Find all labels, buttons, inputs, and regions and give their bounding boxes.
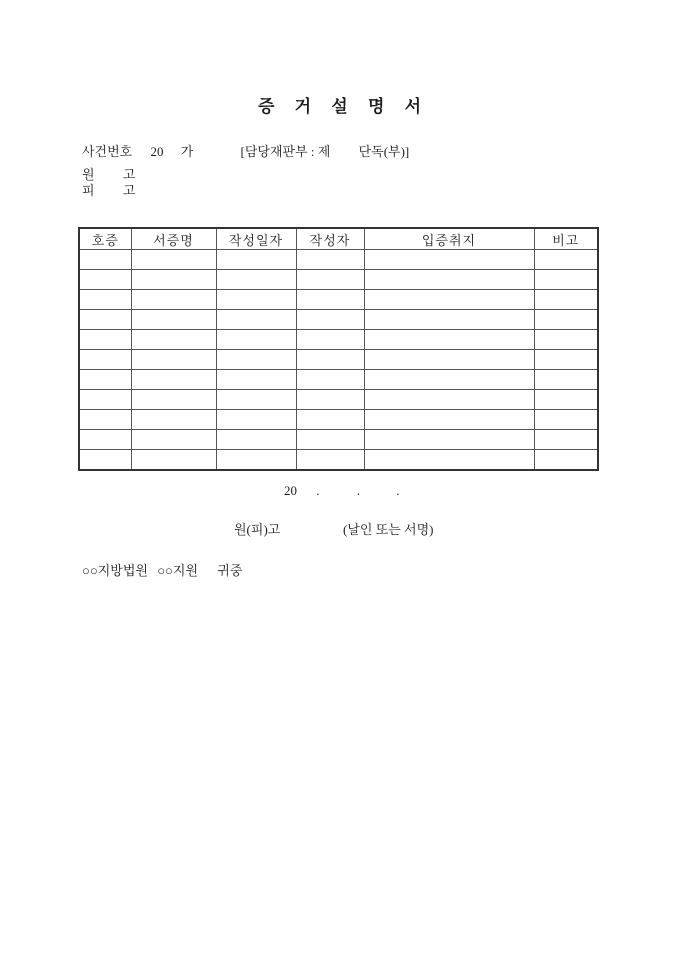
table-cell [296, 290, 364, 310]
table-cell [131, 410, 216, 430]
case-number-year: 20 [150, 144, 164, 159]
table-cell [79, 310, 131, 330]
table-cell [534, 450, 598, 471]
date-year: 20 [284, 483, 297, 498]
header-document-title: 서증명 [131, 228, 216, 250]
table-cell [216, 410, 296, 430]
table-row [79, 450, 598, 471]
header-author: 작성자 [296, 228, 364, 250]
table-cell [216, 290, 296, 310]
table-row [79, 330, 598, 350]
table-cell [216, 370, 296, 390]
table-cell [216, 270, 296, 290]
table-cell [131, 330, 216, 350]
table-cell [79, 350, 131, 370]
defendant-label: 피 [82, 183, 95, 198]
table-cell [364, 330, 534, 350]
table-cell [79, 290, 131, 310]
table-cell [296, 450, 364, 471]
court-name: ○○지방법원 [82, 563, 148, 578]
table-row [79, 430, 598, 450]
table-cell [364, 270, 534, 290]
date-dot: . [356, 483, 360, 498]
table-cell [534, 410, 598, 430]
table-cell [534, 370, 598, 390]
table-cell [534, 310, 598, 330]
header-purpose-of-proof: 입증취지 [364, 228, 534, 250]
defendant-suffix: 고 [122, 183, 136, 198]
plaintiff-label: 원 [82, 167, 95, 182]
table-cell [364, 390, 534, 410]
evidence-table [78, 227, 599, 471]
table-cell [216, 310, 296, 330]
table-row [79, 390, 598, 410]
table-header-row [79, 228, 598, 250]
case-number-type: 가 [180, 144, 194, 159]
table-cell [216, 390, 296, 410]
table-row [79, 310, 598, 330]
table-cell [534, 290, 598, 310]
table-cell [79, 450, 131, 471]
table-cell [296, 270, 364, 290]
table-cell [534, 390, 598, 410]
table-row [79, 410, 598, 430]
table-cell [296, 330, 364, 350]
evidence-table-body [79, 250, 598, 471]
table-cell [79, 410, 131, 430]
table-cell [296, 310, 364, 330]
table-row [79, 370, 598, 390]
case-number-label: 사건번호 [82, 144, 133, 159]
table-cell [131, 310, 216, 330]
table-cell [364, 290, 534, 310]
document-title: 증 거 설 명 서 [257, 97, 423, 116]
plaintiff-suffix: 고 [122, 167, 136, 182]
table-cell [534, 250, 598, 270]
table-cell [131, 370, 216, 390]
table-cell [296, 430, 364, 450]
date-line [284, 484, 400, 498]
table-cell [79, 370, 131, 390]
table-cell [364, 370, 534, 390]
table-cell [216, 330, 296, 350]
table-cell [216, 430, 296, 450]
table-row [79, 350, 598, 370]
table-cell [296, 350, 364, 370]
table-cell [534, 330, 598, 350]
table-cell [296, 250, 364, 270]
table-cell [364, 450, 534, 471]
table-cell [364, 430, 534, 450]
header-exhibit-number: 호증 [79, 228, 131, 250]
table-row [79, 290, 598, 310]
table-cell [364, 250, 534, 270]
table-cell [131, 390, 216, 410]
table-row [79, 250, 598, 270]
table-cell [534, 350, 598, 370]
table-cell [216, 450, 296, 471]
table-cell [131, 290, 216, 310]
table-cell [79, 430, 131, 450]
table-cell [79, 270, 131, 290]
court-honorific: 귀중 [217, 563, 243, 578]
signer-label: 원(피)고 [234, 522, 281, 537]
header-date-written: 작성일자 [216, 228, 296, 250]
signature-note: (날인 또는 서명) [343, 522, 434, 537]
case-number-line [82, 145, 409, 159]
header-remarks: 비고 [534, 228, 598, 250]
defendant-line [82, 184, 135, 198]
date-dot: . [316, 483, 320, 498]
table-cell [534, 430, 598, 450]
panel-prefix: [담당재판부 : 제 [240, 144, 331, 159]
table-cell [131, 250, 216, 270]
table-cell [364, 410, 534, 430]
court-line [82, 564, 242, 578]
table-cell [296, 370, 364, 390]
table-cell [131, 450, 216, 471]
table-cell [131, 270, 216, 290]
table-cell [79, 250, 131, 270]
table-cell [216, 250, 296, 270]
table-cell [364, 350, 534, 370]
table-cell [79, 330, 131, 350]
table-cell [296, 410, 364, 430]
table-row [79, 270, 598, 290]
court-branch: ○○지원 [157, 563, 199, 578]
table-cell [364, 310, 534, 330]
table-cell [216, 350, 296, 370]
plaintiff-line [82, 168, 135, 182]
date-dot: . [396, 483, 400, 498]
table-cell [534, 270, 598, 290]
panel-suffix: 단독(부)] [358, 144, 410, 159]
table-cell [131, 350, 216, 370]
table-cell [131, 430, 216, 450]
table-cell [296, 390, 364, 410]
table-cell [79, 390, 131, 410]
